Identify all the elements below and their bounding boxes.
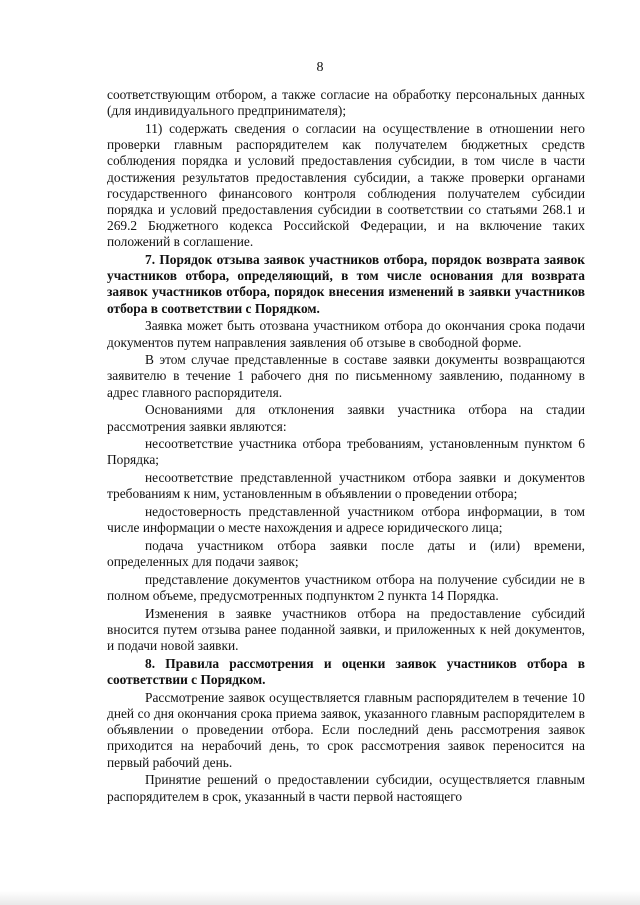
section-heading: 8. Правила рассмотрения и оценки заявок участников отбора в соответствии с Порядком. (107, 655, 585, 688)
section-heading: 7. Порядок отзыва заявок участников отбора, порядок возврата заявок участников отбора, определяющий, в том числе основания для возврата заявок участников отбора, порядок внесения изменений в заявки участников отбора в соответствии с Порядком. (107, 252, 585, 316)
list-item: несоответствие участника отбора требованиям, установленным пунктом 6 Порядка; (107, 436, 585, 468)
list-item: представление документов участником отбора на получение субсидии не в полном объеме, предусмотренных подпунктом 2 пункта 14 Порядка. (107, 571, 585, 604)
page-number: 8 (316, 60, 324, 75)
list-item: подача участником отбора заявки после даты и (или) времени, определенных для подачи заявок; (107, 537, 585, 570)
paragraph: Основаниями для отклонения заявки участника отбора на стадии рассмотрения заявки являются: (107, 402, 585, 434)
list-item: недостоверность представленной участником отбора информации, в том числе информации о месте нахождения и адресе юридического лица; (107, 504, 585, 536)
paragraph: Изменения в заявке участников отбора на предоставление субсидий вносится путем отзыва ранее поданной заявки, и приложенных к ней документов, и подачи новой заявки. (107, 605, 585, 654)
paragraph: 11) содержать сведения о согласии на осуществление в отношении него проверки главным распорядителем как получателем бюджетных средств соблюдения порядка и условий предоставления субсидии, в том числе в части достижения результатов предоставления субсидии, а также проверки органами государственного финансового контроля соблюдения получателем субсидии порядка и условий предоставления субсидии в соответствии со статьями 268.1 и 269.2 Бюджетного кодекса Российской Федерации, и на включение таких положений в соглашение. (107, 120, 585, 250)
paragraph: Принятие решений о предоставлении субсидии, осуществляется главным распорядителем в срок, указанный в части первой настоящего (107, 772, 585, 804)
page-bottom-edge (0, 891, 640, 905)
list-item: несоответствие представленной участником отбора заявки и документов требованиям к ним, установленным в объявлении о проведении отбора; (107, 470, 585, 502)
paragraph: Рассмотрение заявок осуществляется главным распорядителем в течение 10 дней со дня окончания срока приема заявок, указанного главным распорядителем в объявлении о проведении отбора. Если последний день рассмотрения заявок приходится на нерабочий день, то срок рассмотрения заявок переносится на первый рабочий день. (107, 689, 585, 770)
document-body (107, 87, 585, 806)
paragraph: Заявка может быть отозвана участником отбора до окончания срока подачи документов путем направления заявления об отзыве в свободной форме. (107, 318, 585, 350)
paragraph: соответствующим отбором, а также согласие на обработку персональных данных (для индивидуального предпринимателя); (107, 87, 585, 119)
paragraph: В этом случае представленные в составе заявки документы возвращаются заявителю в течение 1 рабочего дня по письменному заявлению, поданному в адрес главного распорядителя. (107, 352, 585, 400)
